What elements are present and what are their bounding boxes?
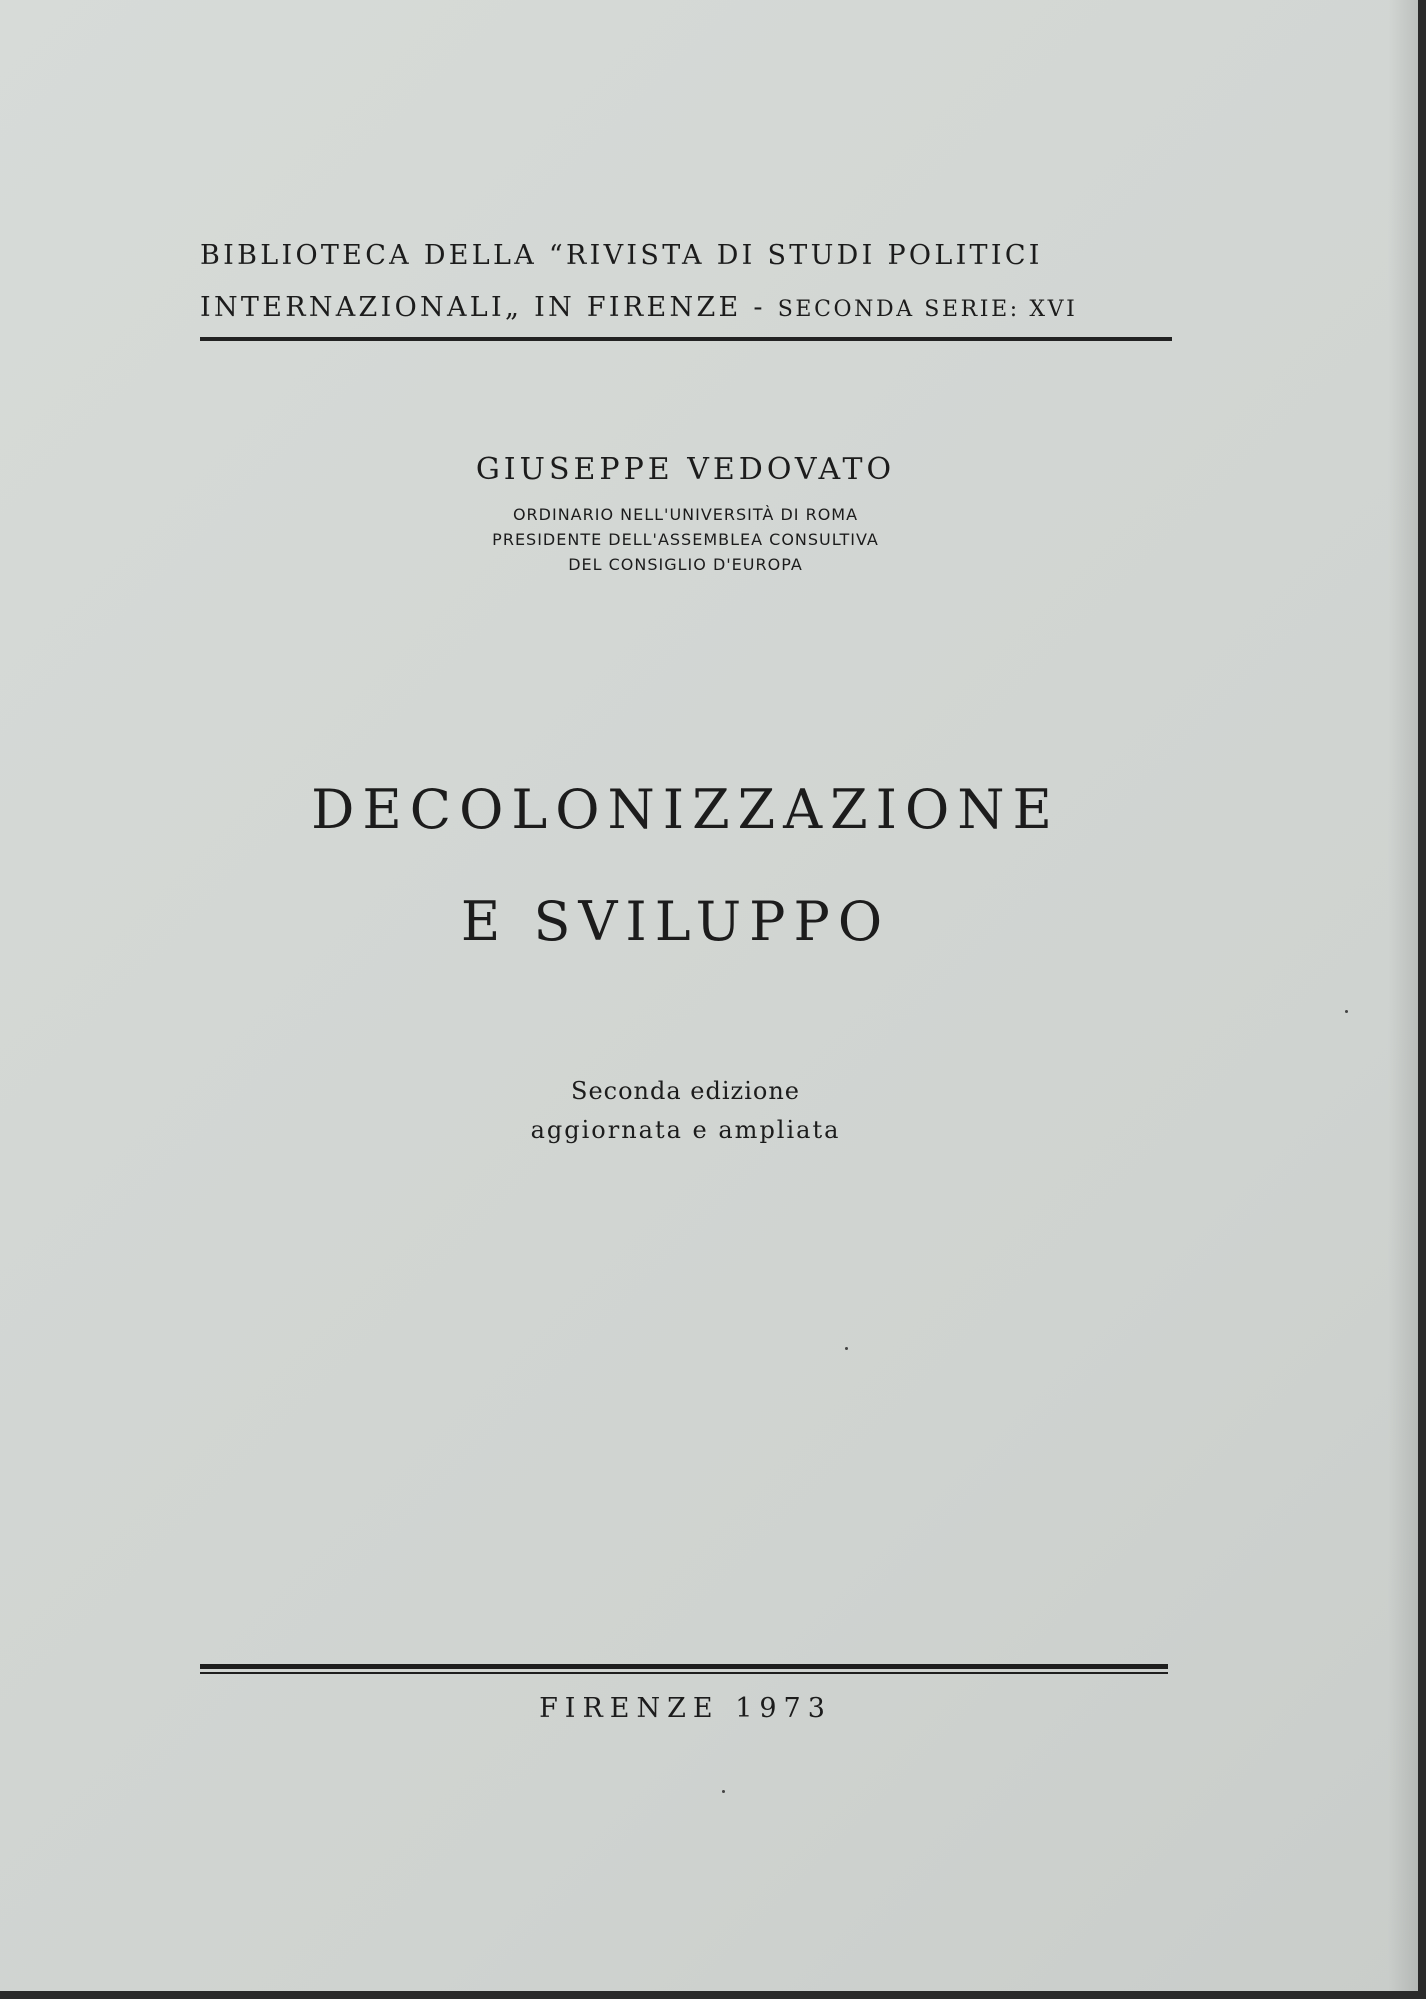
series-line-1: BIBLIOTECA DELLA “RIVISTA DI STUDI POLITICI [200,240,1043,271]
author-affiliation-3: DEL CONSIGLIO D'EUROPA [568,555,803,574]
series-line-2 [200,282,1180,336]
book-title-line-2: E SVILUPPO [460,890,891,953]
imprint-place-year: FIRENZE 1973 [539,1693,832,1724]
paper-speck [1345,1010,1348,1013]
footer-rule-thin [200,1672,1168,1674]
series-line-2-main: INTERNAZIONALI„ IN FIRENZE [200,292,742,323]
cover-edge-shadow [1388,0,1418,1991]
series-heading [200,230,1180,336]
author-affiliation-2: PRESIDENTE DELL'ASSEMBLEA CONSULTIVA [492,530,879,549]
series-separator: - [741,292,778,323]
edition-line-2: aggiornata e ampliata [530,1116,841,1144]
series-number: SECONDA SERIE: XVI [777,297,1078,322]
book-title-line-1: DECOLONIZZAZIONE [311,778,1060,841]
paper-speck [845,1347,848,1350]
edition-line-1: Seconda edizione [571,1077,800,1105]
footer-rule-thick [200,1664,1168,1669]
author-affiliation-1: ORDINARIO NELL'UNIVERSITÀ DI ROMA [512,505,859,524]
header-rule [200,337,1172,341]
paper-speck [722,1790,725,1793]
author-name: GIUSEPPE VEDOVATO [475,452,896,487]
